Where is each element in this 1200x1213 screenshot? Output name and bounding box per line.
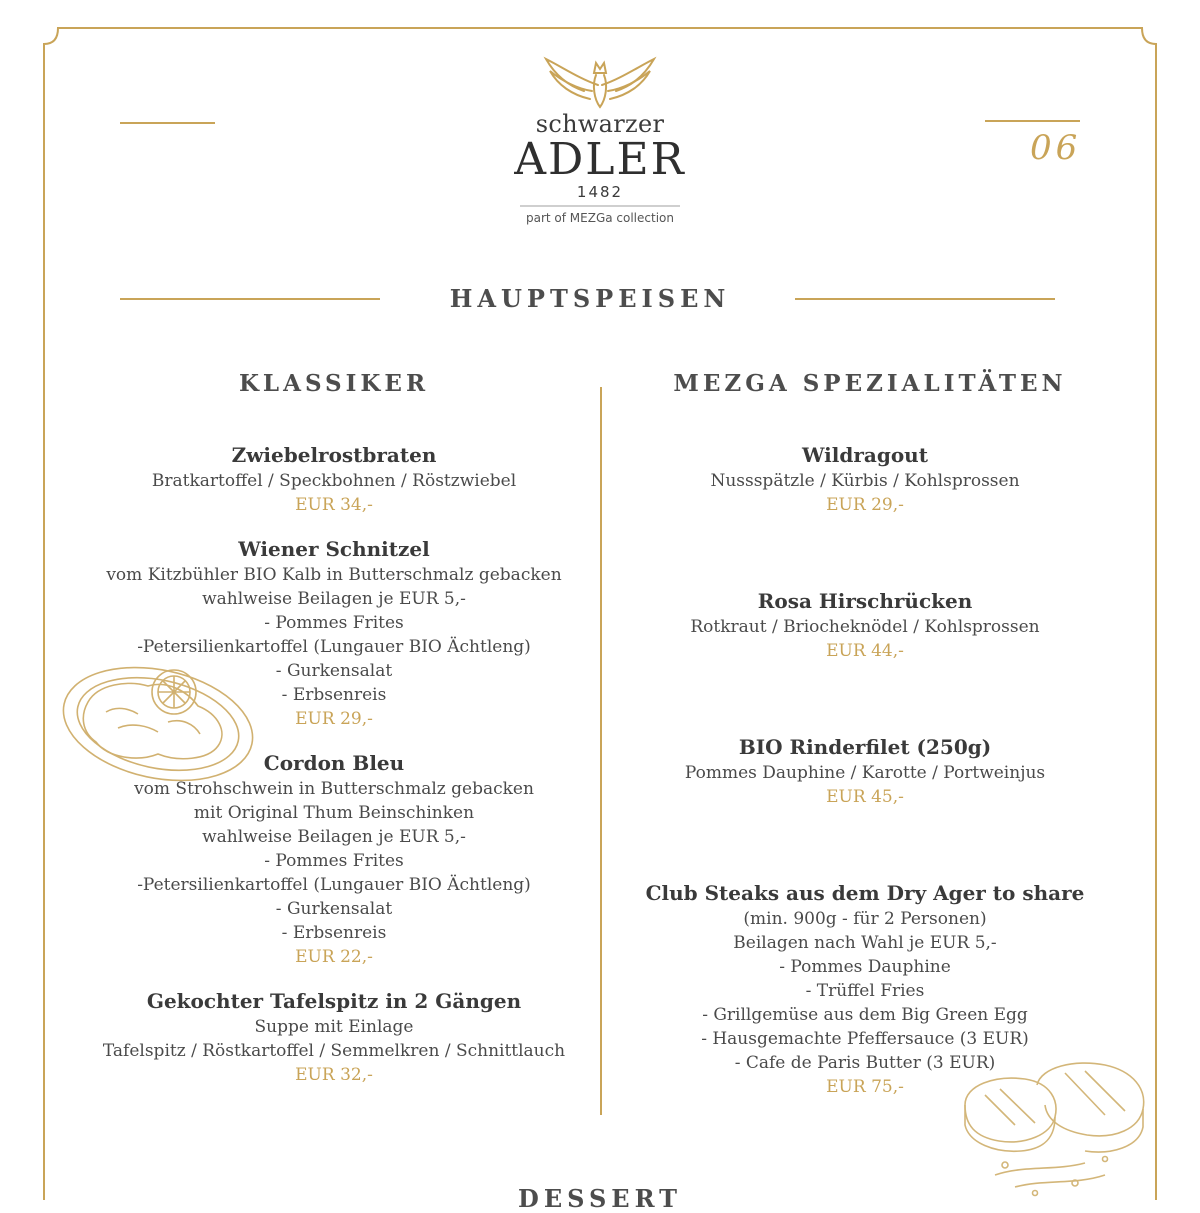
menu-item: [84, 987, 584, 1087]
steak-illustration: [955, 1055, 1155, 1200]
section-rule-left: [120, 298, 380, 300]
brand-divider: [520, 205, 680, 207]
dish-name: Gekochter Tafelspitz in 2 Gängen: [146, 989, 522, 1013]
dish-description: Rotkraut / Briocheknödel / Kohlsprossen: [690, 617, 1040, 637]
dish-price: EUR 32,-: [295, 1065, 373, 1085]
dish-name: Club Steaks aus dem Dry Ager to share: [645, 881, 1085, 905]
dish-price: EUR 22,-: [295, 947, 373, 967]
dish-description: Tafelspitz / Röstkartoffel / Semmelkren / Schnittlauch: [102, 1041, 566, 1061]
dish-price: EUR 75,-: [826, 1077, 904, 1097]
side-option: - Pommes Dauphine: [779, 957, 951, 977]
side-option: -Petersilienkartoffel (Lungauer BIO Ächtleng): [137, 875, 531, 895]
dish-description: Pommes Dauphine / Karotte / Portweinjus: [684, 763, 1046, 783]
brand-collection: part of MEZGa collection: [525, 211, 674, 225]
menu-item: [84, 441, 584, 517]
dish-description: wahlweise Beilagen je EUR 5,-: [202, 589, 466, 609]
page-number: 06: [1030, 128, 1082, 168]
side-option: - Grillgemüse aus dem Big Green Egg: [702, 1005, 1028, 1025]
side-option: - Erbsenreis: [281, 685, 387, 705]
right-column-heading: MEZGA SPEZIALITÄTEN: [673, 370, 1067, 397]
brand-name-big: ADLER: [514, 134, 686, 185]
dish-price: EUR 44,-: [826, 641, 904, 661]
dish-price: EUR 45,-: [826, 787, 904, 807]
side-option: - Pommes Frites: [264, 851, 404, 871]
dish-name: Wiener Schnitzel: [238, 537, 430, 561]
dish-description: Bratkartoffel / Speckbohnen / Röstzwiebel: [151, 471, 517, 491]
brand-year: 1482: [576, 183, 624, 201]
dish-description: Beilagen nach Wahl je EUR 5,-: [733, 933, 997, 953]
side-option: - Hausgemachte Pfeffersauce (3 EUR): [701, 1029, 1029, 1049]
header-rule-left: [120, 122, 215, 124]
side-option: -Petersilienkartoffel (Lungauer BIO Ächtleng): [137, 637, 531, 657]
side-option: - Erbsenreis: [281, 923, 387, 943]
dish-name: Zwiebelrostbraten: [231, 443, 437, 467]
menu-item: [615, 441, 1115, 517]
section-title: HAUPTSPEISEN: [449, 284, 731, 313]
dish-description: vom Kitzbühler BIO Kalb in Butterschmalz gebacken: [106, 565, 562, 585]
right-menu-column: [615, 441, 1115, 1099]
side-option: - Gurkensalat: [275, 661, 393, 681]
dish-description: (min. 900g - für 2 Personen): [743, 909, 987, 929]
menu-item: [615, 733, 1115, 809]
brand-logo: [500, 55, 700, 225]
side-option: - Gurkensalat: [275, 899, 393, 919]
dish-price: EUR 29,-: [826, 495, 904, 515]
next-section-title: DESSERT: [518, 1184, 682, 1213]
dish-description: Suppe mit Einlage: [254, 1017, 414, 1037]
dish-price: EUR 29,-: [295, 709, 373, 729]
eagle-wings-icon: [540, 55, 660, 109]
dish-description: mit Original Thum Beinschinken: [193, 803, 475, 823]
schnitzel-plate-illustration: [58, 662, 263, 792]
header-rule-right: [985, 120, 1080, 122]
side-option: - Pommes Frites: [264, 613, 404, 633]
section-rule-right: [795, 298, 1055, 300]
dish-name: Rosa Hirschrücken: [757, 589, 973, 613]
dish-description: vom Strohschwein in Butterschmalz gebacken: [134, 779, 534, 799]
side-option: - Cafe de Paris Butter (3 EUR): [734, 1053, 996, 1073]
side-option: - Trüffel Fries: [805, 981, 925, 1001]
menu-item: [615, 587, 1115, 663]
dish-description: wahlweise Beilagen je EUR 5,-: [202, 827, 466, 847]
brand-name-small: schwarzer: [535, 110, 665, 138]
dish-name: BIO Rinderfilet (250g): [738, 735, 992, 759]
column-divider: [600, 387, 602, 1115]
dish-price: EUR 34,-: [295, 495, 373, 515]
dish-description: Nussspätzle / Kürbis / Kohlsprossen: [710, 471, 1020, 491]
dish-name: Cordon Bleu: [263, 751, 405, 775]
dish-name: Wildragout: [802, 443, 928, 467]
left-column-heading: KLASSIKER: [238, 370, 430, 397]
